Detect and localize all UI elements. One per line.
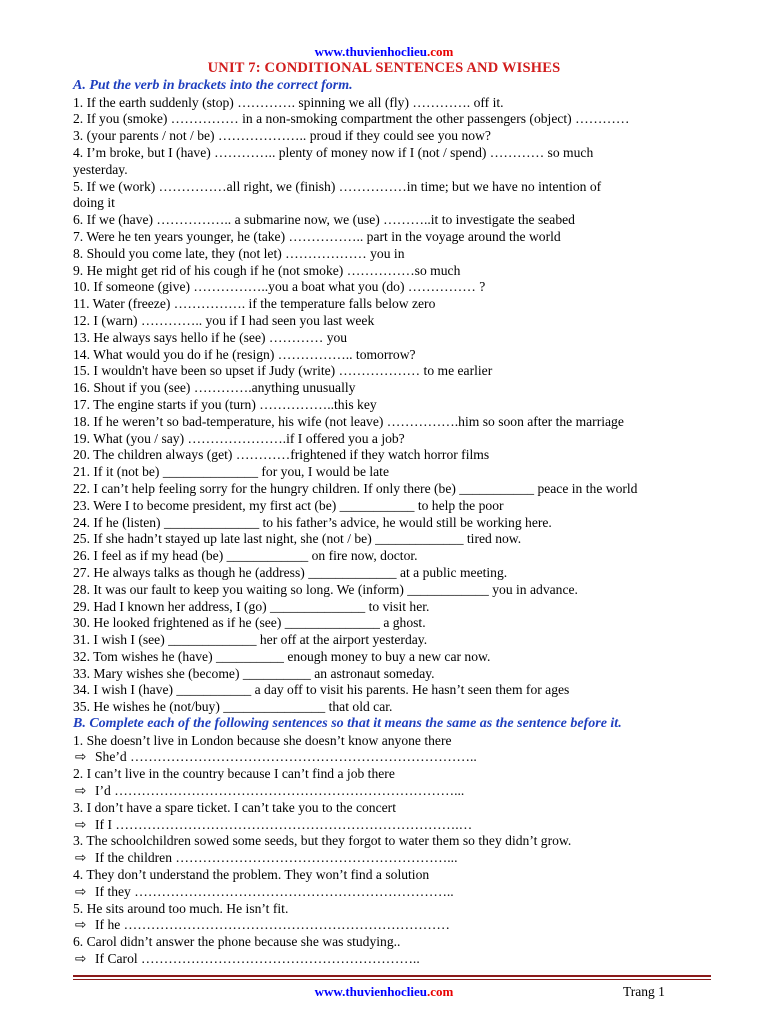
arrow-right-icon: ⇨ <box>75 749 87 765</box>
rewrite-answer-line <box>73 951 733 968</box>
exercise-line: 14. What would you do if he (resign) …………….. tomorrow? <box>73 346 416 362</box>
exercise-line: 7. Were he ten years younger, he (take) …………….. part in the voyage around the world <box>73 228 561 244</box>
exercise-line: 10. If someone (give) ……………..you a boat what you (do) …………… ? <box>73 279 486 295</box>
exercise-line: 26. I feel as if my head (be) ____________ on fire now, doctor. <box>73 548 418 564</box>
arrow-right-icon: ⇨ <box>75 883 87 899</box>
rewrite-sentence: 1. She doesn’t live in London because she doesn’t know anyone there <box>73 732 452 748</box>
exercise-line: 35. He wishes he (not/buy) _______________ that old car. <box>73 699 393 715</box>
exercise-line: 30. He looked frightened as if he (see) ______________ a ghost. <box>73 615 426 631</box>
exercise-line: 11. Water (freeze) ……………. if the temperature falls below zero <box>73 296 436 312</box>
exercise-line: 9. He might get rid of his cough if he (not smoke) ……………so much <box>73 262 461 278</box>
rewrite-answer-line <box>73 783 733 800</box>
rewrite-sentence: 2. I can’t live in the country because I can’t find a job there <box>73 766 395 782</box>
worksheet-content <box>73 78 733 968</box>
exercise-line: 6. If we (have) …………….. a submarine now, we (use) ………..it to investigate the seabed <box>73 212 575 228</box>
rewrite-answer-text: If the children ……………………………………………………... <box>95 850 458 866</box>
rewrite-answer-text: If he ……………………………………………………………… <box>95 917 450 933</box>
section-b-heading: B. Complete each of the following sentences so that it means the same as the sentence before it. <box>73 716 622 732</box>
arrow-right-icon: ⇨ <box>75 816 87 832</box>
rewrite-answer-text: She’d ………………………………………………………………….. <box>95 749 477 765</box>
exercise-line: 3. (your parents / not / be) ……………….. proud if they could see you now? <box>73 128 491 144</box>
exercise-line: 27. He always talks as though he (address) _____________ at a public meeting. <box>73 564 508 580</box>
rewrite-sentence: 3. The schoolchildren sowed some seeds, but they forgot to water them so they didn’t grow. <box>73 833 572 849</box>
exercise-line: 16. Shout if you (see) ………….anything unusually <box>73 380 356 396</box>
section-a-exercises <box>73 95 733 716</box>
rewrite-answer-line <box>73 917 733 934</box>
rewrite-answer-line <box>73 884 733 901</box>
arrow-right-icon: ⇨ <box>75 783 87 799</box>
exercise-line: 34. I wish I (have) ___________ a day off to visit his parents. He hasn’t seen them for ages <box>73 682 570 698</box>
exercise-line: 13. He always says hello if he (see) ………… you <box>73 329 348 345</box>
rewrite-answer-line <box>73 850 733 867</box>
rewrite-sentence: 5. He sits around too much. He isn’t fit. <box>73 900 289 916</box>
footer-divider-thin <box>73 979 711 980</box>
exercise-line: 23. Were I to become president, my first act (be) ___________ to help the poor <box>73 497 504 513</box>
rewrite-answer-text: If Carol …………………………………………………….. <box>95 951 420 967</box>
exercise-line: 32. Tom wishes he (have) __________ enough money to buy a new car now. <box>73 648 491 664</box>
exercise-line: 24. If he (listen) ______________ to his father’s advice, he would still be working here. <box>73 514 552 530</box>
exercise-line: 31. I wish I (see) _____________ her off at the airport yesterday. <box>73 632 428 648</box>
section-b-exercises <box>73 733 733 968</box>
exercise-line: yesterday. <box>73 161 128 177</box>
exercise-line: 17. The engine starts if you (turn) ……………..this key <box>73 396 377 412</box>
exercise-line: 8. Should you come late, they (not let) ……………… you in <box>73 245 405 261</box>
exercise-line: 15. I wouldn't have been so upset if Judy (write) ……………… to me earlier <box>73 363 493 379</box>
exercise-line: 22. I can’t help feeling sorry for the hungry children. If only there (be) ___________ peace in the world <box>73 480 638 496</box>
exercise-line: 21. If it (not be) ______________ for you, I would be late <box>73 464 389 480</box>
header-site-tld: .com <box>426 44 454 59</box>
rewrite-answer-text: If I ………………………………………………………………….… <box>95 816 473 832</box>
section-a-heading: A. Put the verb in brackets into the correct form. <box>73 78 353 93</box>
exercise-line: 19. What (you / say) ………………….if I offered you a job? <box>73 430 405 446</box>
page-number: Trang 1 <box>623 984 665 999</box>
rewrite-answer-line <box>73 749 733 766</box>
arrow-right-icon: ⇨ <box>75 917 87 933</box>
exercise-line: 2. If you (smoke) …………… in a non-smoking compartment the other passengers (object) ………… <box>73 111 630 127</box>
exercise-line: 5. If we (work) ……………all right, we (finish) ……………in time; but we have no intention of <box>73 178 602 194</box>
exercise-line: 12. I (warn) ………….. you if I had seen you last week <box>73 312 375 328</box>
exercise-line: 33. Mary wishes she (become) __________ an astronaut someday. <box>73 665 435 681</box>
exercise-line: 4. I’m broke, but I (have) ………….. plenty of money now if I (not / spend) ………… so much <box>73 144 594 160</box>
exercise-line: 29. Had I known her address, I (go) ______________ to visit her. <box>73 598 430 614</box>
rewrite-answer-text: I’d …………………………………………………………………... <box>95 783 465 799</box>
header-site-link[interactable] <box>0 44 768 60</box>
unit-title: UNIT 7: CONDITIONAL SENTENCES AND WISHES <box>207 60 561 76</box>
exercise-line: 28. It was our fault to keep you waiting so long. We (inform) ____________ you in advance. <box>73 581 578 597</box>
exercise-line: 1. If the earth suddenly (stop) …………. spinning we all (fly) …………. off it. <box>73 94 504 110</box>
rewrite-answer-text: If they …………………………………………………………….. <box>95 883 454 899</box>
exercise-line: 18. If he weren’t so bad-temperature, his wife (not leave) …………….him so soon after the marriage <box>73 413 624 429</box>
exercise-line: doing it <box>73 195 115 211</box>
footer-divider <box>73 975 711 977</box>
header-site-main: www.thuvienhoclieu <box>314 44 427 59</box>
footer-site-tld: .com <box>426 984 454 999</box>
rewrite-answer-line <box>73 817 733 834</box>
rewrite-sentence: 4. They don’t understand the problem. They won’t find a solution <box>73 867 430 883</box>
rewrite-sentence: 3. I don’t have a spare ticket. I can’t take you to the concert <box>73 799 396 815</box>
exercise-line: 25. If she hadn’t stayed up late last night, she (not / be) _____________ tired now. <box>73 531 522 547</box>
rewrite-sentence: 6. Carol didn’t answer the phone because she was studying.. <box>73 934 401 950</box>
footer-site-main: www.thuvienhoclieu <box>314 984 427 999</box>
arrow-right-icon: ⇨ <box>75 951 87 967</box>
arrow-right-icon: ⇨ <box>75 850 87 866</box>
exercise-line: 20. The children always (get) …………frightened if they watch horror films <box>73 447 490 463</box>
